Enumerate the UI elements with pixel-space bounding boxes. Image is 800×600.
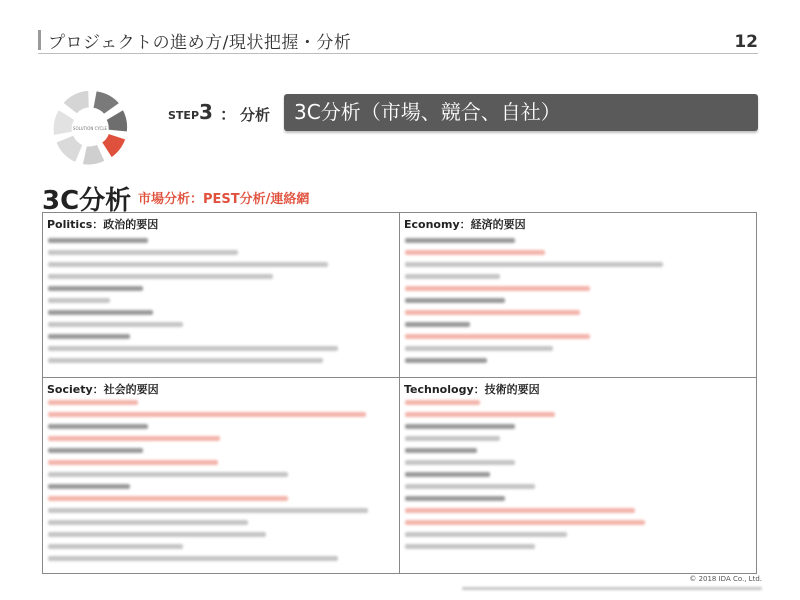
quadrant-society xyxy=(43,378,399,573)
section-title: 3C分析 xyxy=(42,186,132,216)
quadrant-technology xyxy=(400,378,756,573)
section-subtitle: 市場分析：PEST分析/連絡網 xyxy=(138,192,310,207)
pest-grid xyxy=(42,212,757,574)
quadrant-title: Politics：政治的要因 xyxy=(47,218,159,231)
quadrant-title: Society：社会的要因 xyxy=(47,383,159,396)
quadrant-economy xyxy=(400,213,756,377)
cycle-segment-4 xyxy=(82,144,105,165)
quadrant-politics xyxy=(43,213,399,377)
header-accent-bar xyxy=(38,30,41,50)
page-title: プロジェクトの進め方/現状把握・分析 xyxy=(48,33,352,53)
step-number: 3 xyxy=(199,100,213,124)
header-divider xyxy=(38,53,758,54)
cycle-center-text: SOLUTION CYCLE xyxy=(72,126,108,131)
step-colon: ： xyxy=(220,105,237,124)
section-banner: 3C分析（市場、競合、自社） xyxy=(284,94,758,131)
step-indicator xyxy=(168,100,213,124)
cycle-segment-1 xyxy=(93,91,120,115)
step-prefix: STEP xyxy=(168,109,200,122)
solution-cycle-wheel xyxy=(40,78,140,178)
quadrant-title: Economy：経済的要因 xyxy=(404,218,526,231)
page-number: 12 xyxy=(734,32,758,52)
cycle-segment-6 xyxy=(53,109,75,136)
quadrant-title: Technology：技術的要因 xyxy=(404,383,540,396)
footer-note-redacted xyxy=(462,585,762,588)
cycle-segment-3 xyxy=(101,133,126,158)
copyright: © 2018 IDA Co., Ltd. xyxy=(689,575,762,583)
cycle-segment-7 xyxy=(63,90,90,114)
cycle-segment-2 xyxy=(106,109,128,132)
step-label: 分析 xyxy=(240,106,271,124)
